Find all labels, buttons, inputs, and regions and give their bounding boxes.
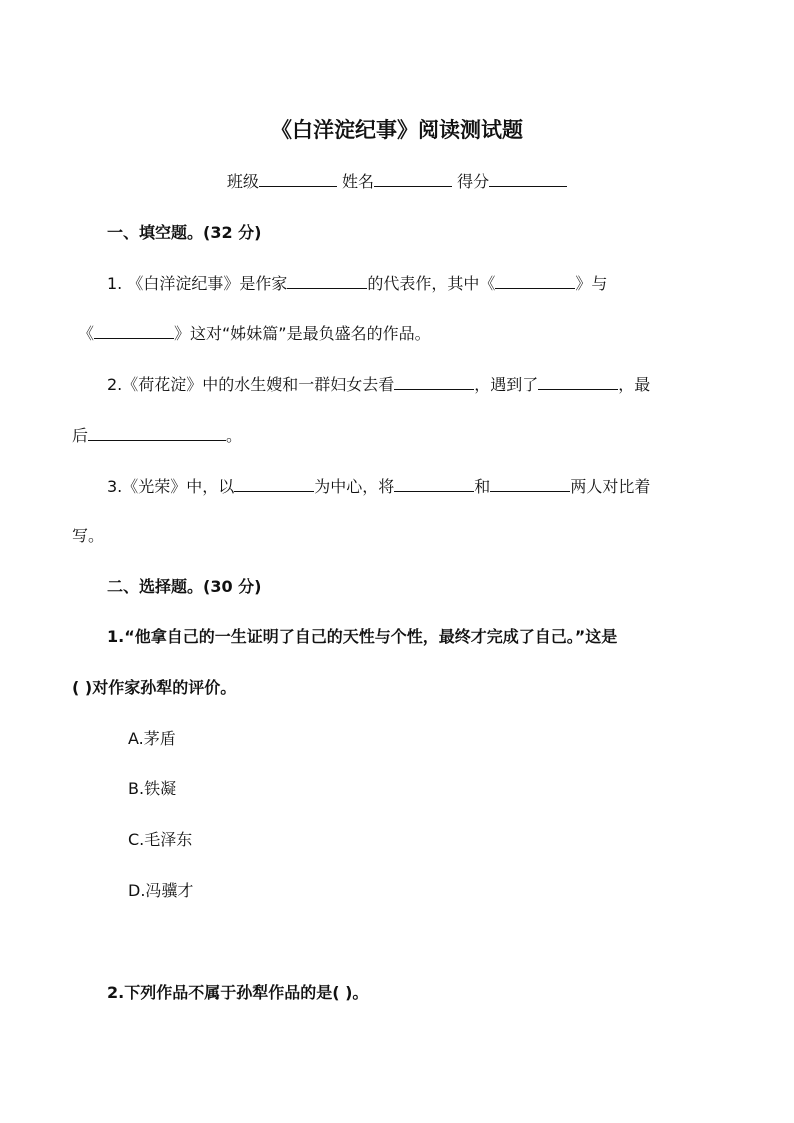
blank-encounter[interactable] xyxy=(538,373,618,390)
q1-1-line1: 1. 《白洋淀纪事》是作家 的代表作，其中《 》与 xyxy=(107,274,608,293)
option-c[interactable]: C.毛泽东 xyxy=(128,830,193,849)
score-label: 得分 xyxy=(457,172,490,191)
score-blank[interactable] xyxy=(489,170,567,187)
class-blank[interactable] xyxy=(259,170,337,187)
q1-2-line2: 后 。 xyxy=(72,426,243,445)
q2-1-line2: ( )对作家孙犁的评价。 xyxy=(72,678,237,697)
blank-person-2[interactable] xyxy=(490,475,570,492)
section-2-heading: 二、选择题。(30 分) xyxy=(107,577,262,596)
q1-1-line2: 《 》这对“姊妹篇”是最负盛名的作品。 xyxy=(78,324,431,343)
blank-work-1[interactable] xyxy=(495,272,575,289)
option-d[interactable]: D.冯骥才 xyxy=(128,881,194,900)
blank-work-2[interactable] xyxy=(94,322,174,339)
blank-center[interactable] xyxy=(234,475,314,492)
q2-1-line1: 1.“他拿自己的一生证明了自己的天性与个性，最终才完成了自己。”这是 xyxy=(107,627,618,646)
q1-2-line1: 2.《荷花淀》中的水生嫂和一群妇女去看 ，遇到了 ，最 xyxy=(107,375,651,394)
class-label: 班级 xyxy=(226,172,259,191)
section-1-heading: 一、填空题。(32 分) xyxy=(107,223,262,242)
q2-2-line1: 2.下列作品不属于孙犁作品的是( )。 xyxy=(107,983,369,1002)
page-title: 《白洋淀纪事》阅读测试题 xyxy=(271,118,523,142)
blank-visit[interactable] xyxy=(394,373,474,390)
q1-3-line2: 写。 xyxy=(72,526,105,545)
option-a[interactable]: A.茅盾 xyxy=(128,729,176,748)
blank-person-1[interactable] xyxy=(394,475,474,492)
q1-3-line1: 3.《光荣》中，以 为中心，将 和 两人对比着 xyxy=(107,477,651,496)
name-blank[interactable] xyxy=(374,170,452,187)
blank-author[interactable] xyxy=(287,272,367,289)
blank-ending[interactable] xyxy=(88,424,226,441)
name-label: 姓名 xyxy=(341,172,374,191)
student-info-line xyxy=(0,170,794,193)
option-b[interactable]: B.铁凝 xyxy=(128,779,177,798)
